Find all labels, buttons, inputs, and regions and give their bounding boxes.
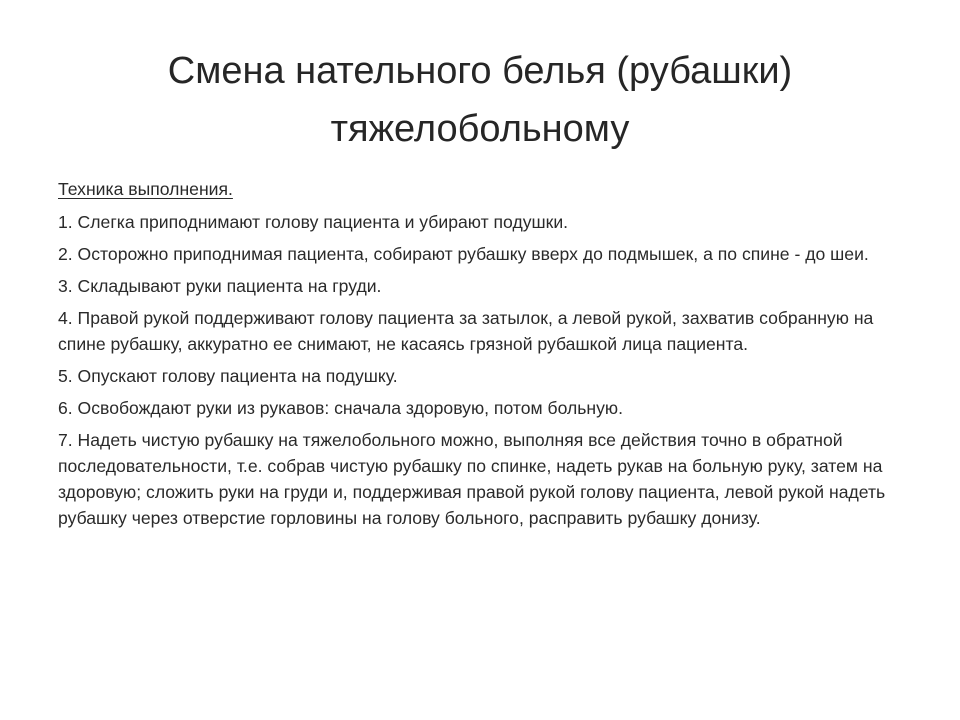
step-5: 5. Опускают голову пациента на подушку. bbox=[58, 366, 398, 386]
slide-body bbox=[58, 176, 898, 537]
step-2: 2. Осторожно приподнимая пациента, собирают рубашку вверх до подмышек, а по спине - до шеи. bbox=[58, 244, 869, 264]
step-3: 3. Складывают руки пациента на груди. bbox=[58, 276, 382, 296]
subheading-row bbox=[58, 176, 898, 205]
slide-title-line-2: тяжелобольному bbox=[330, 108, 630, 150]
step-7: 7. Надеть чистую рубашку на тяжелобольного можно, выполняя все действия точно в обратной последовательности, т.е. собрав чистую рубашку по спинке, надеть рукав на больную руку, затем на здоровую; сложить руки на груди и, поддерживая правой рукой голову пациента, левой рукой надеть рубашку через отверстие горловины на голову больного, расправить рубашку донизу. bbox=[58, 430, 886, 528]
step-4: 4. Правой рукой поддерживают голову пациента за затылок, а левой рукой, захватив собранную на спине рубашку, аккуратно ее снимают, не касаясь грязной рубашкой лица пациента. bbox=[58, 308, 874, 354]
subheading: Техника выполнения. bbox=[58, 179, 233, 199]
slide-title bbox=[60, 42, 900, 158]
slide-title-line-1: Смена нательного белья (рубашки) bbox=[167, 50, 793, 92]
step-6: 6. Освобождают руки из рукавов: сначала здоровую, потом больную. bbox=[58, 398, 623, 418]
step-1: 1. Слегка приподнимают голову пациента и убирают подушки. bbox=[58, 212, 569, 232]
